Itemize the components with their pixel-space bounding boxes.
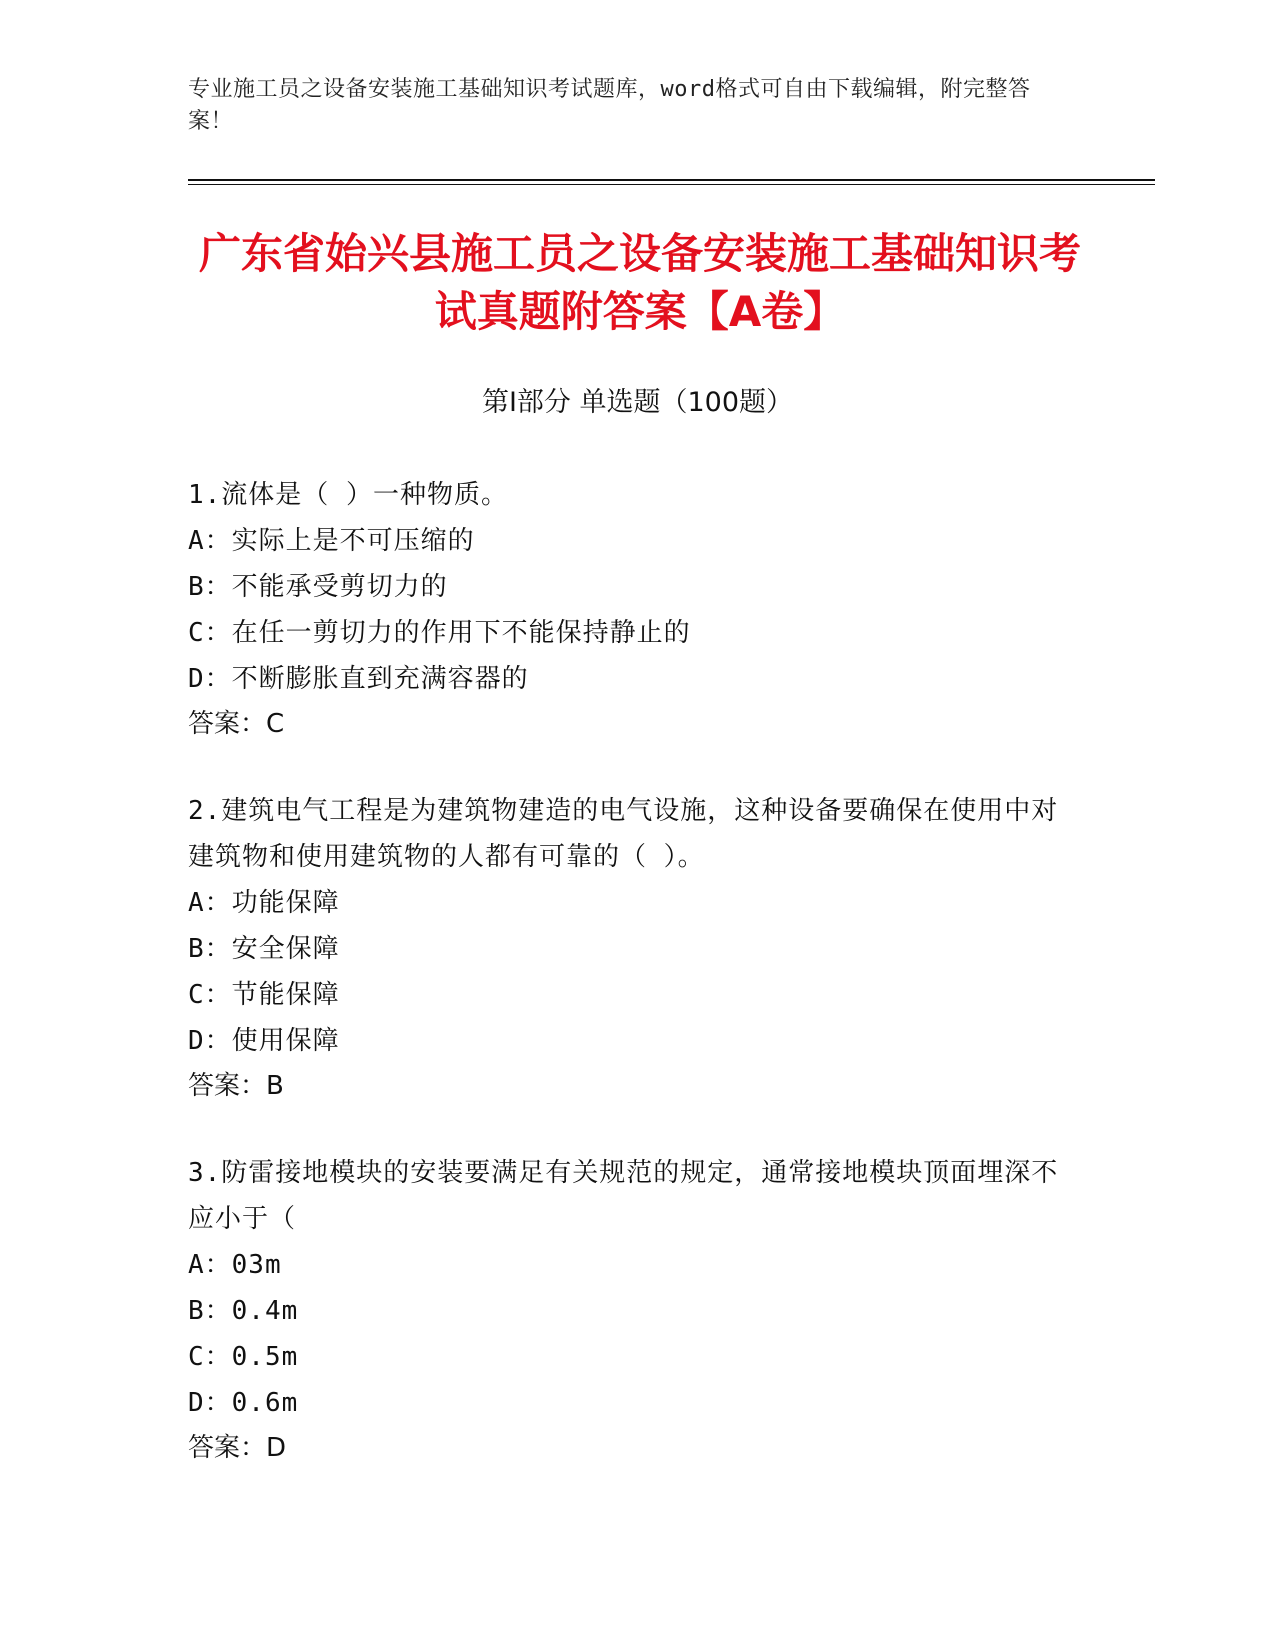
option-label: A： bbox=[188, 1250, 232, 1280]
option-text: 0.5m bbox=[231, 1342, 299, 1372]
option-b bbox=[188, 926, 1068, 972]
section-heading: 第I部分 单选题（100题） bbox=[481, 387, 794, 418]
header-rule-thick bbox=[188, 179, 1155, 181]
option-c bbox=[188, 1334, 1068, 1380]
question-stem: 3.防雷接地模块的安装要满足有关规范的规定，通常接地模块顶面埋深不应小于（ bbox=[188, 1158, 1059, 1234]
option-c bbox=[188, 972, 1068, 1018]
option-text: 节能保障 bbox=[231, 980, 340, 1010]
option-a bbox=[188, 518, 1068, 564]
option-text: 实际上是不可压缩的 bbox=[231, 526, 475, 556]
option-text: 0.6m bbox=[231, 1388, 299, 1418]
option-label: B： bbox=[188, 934, 232, 964]
answer-line: 答案：D bbox=[188, 1433, 287, 1463]
option-d bbox=[188, 656, 1068, 702]
option-label: B： bbox=[188, 1296, 232, 1326]
header-rule-thin bbox=[188, 184, 1155, 185]
option-text: 使用保障 bbox=[231, 1026, 340, 1056]
option-text: 不断膨胀直到充满容器的 bbox=[231, 664, 529, 694]
question-list bbox=[188, 472, 1068, 1512]
option-label: A： bbox=[188, 888, 232, 918]
option-label: C： bbox=[188, 618, 232, 648]
question-2 bbox=[188, 788, 1068, 1108]
option-label: C： bbox=[188, 980, 232, 1010]
question-stem: 2.建筑电气工程是为建筑物建造的电气设施，这种设备要确保在使用中对建筑物和使用建筑物的人都有可靠的（ ）。 bbox=[188, 796, 1059, 872]
option-text: 03m bbox=[231, 1250, 282, 1280]
option-label: B： bbox=[188, 572, 232, 602]
option-label: D： bbox=[188, 1026, 232, 1056]
option-text: 0.4m bbox=[231, 1296, 299, 1326]
option-a bbox=[188, 880, 1068, 926]
document-title: 广东省始兴县施工员之设备安装施工基础知识考试真题附答案【A卷】 bbox=[198, 229, 1081, 336]
option-text: 在任一剪切力的作用下不能保持静止的 bbox=[231, 618, 691, 648]
question-1 bbox=[188, 472, 1068, 746]
option-text: 安全保障 bbox=[231, 934, 340, 964]
option-label: A： bbox=[188, 526, 232, 556]
header-note: 专业施工员之设备安装施工基础知识考试题库，word格式可自由下载编辑，附完整答案！ bbox=[188, 77, 1031, 134]
option-d bbox=[188, 1018, 1068, 1064]
option-d bbox=[188, 1380, 1068, 1426]
question-3 bbox=[188, 1150, 1068, 1470]
option-label: C： bbox=[188, 1342, 232, 1372]
option-text: 功能保障 bbox=[231, 888, 340, 918]
option-b bbox=[188, 564, 1068, 610]
option-text: 不能承受剪切力的 bbox=[231, 572, 448, 602]
option-label: D： bbox=[188, 664, 232, 694]
option-label: D： bbox=[188, 1388, 232, 1418]
question-stem: 1.流体是（ ）一种物质。 bbox=[188, 480, 508, 510]
option-b bbox=[188, 1288, 1068, 1334]
answer-line: 答案：C bbox=[188, 709, 285, 739]
option-a bbox=[188, 1242, 1068, 1288]
option-c bbox=[188, 610, 1068, 656]
answer-line: 答案：B bbox=[188, 1071, 284, 1101]
